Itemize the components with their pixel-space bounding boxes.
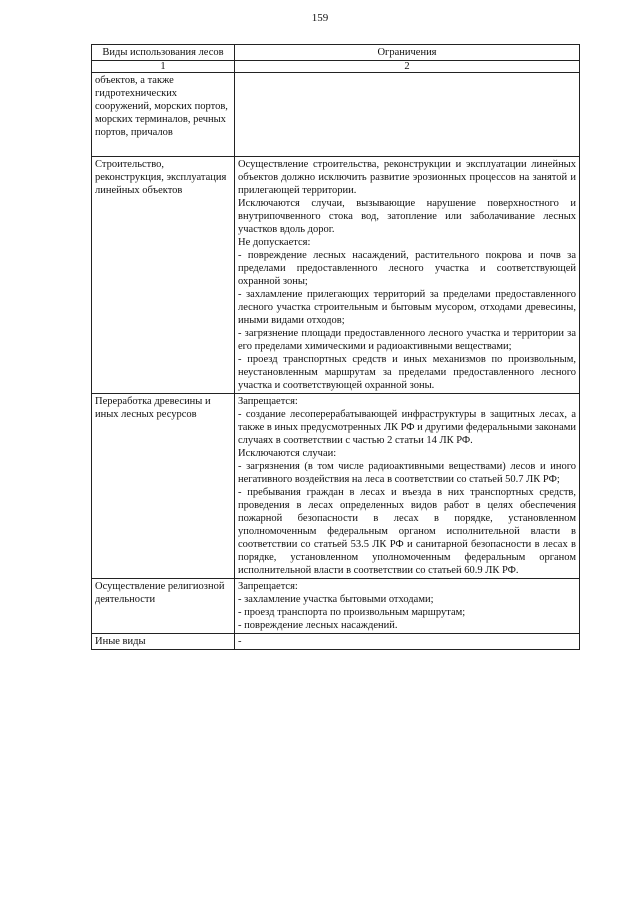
forest-use-type: Строительство, реконструкция, эксплуатация линейных объектов [92, 157, 235, 394]
restriction-line: Осуществление строительства, реконструкции и эксплуатации линейных объектов должно исключить развитие эрозионных процессов на занятой и прилегающей территории. [238, 159, 576, 196]
forest-use-type: Осуществление религиозной деятельности [92, 579, 235, 634]
restriction-text [235, 157, 580, 394]
column-number-row [92, 61, 580, 73]
table-row [92, 579, 580, 634]
restriction-line: - загрязнение площади предоставленного лесного участка и территории за его пределами химическими и радиоактивными веществами; [238, 328, 576, 352]
table-row [92, 73, 580, 157]
restriction-line: - [238, 636, 242, 647]
table-row [92, 394, 580, 579]
table-header-row [92, 45, 580, 61]
table-row [92, 634, 580, 650]
restriction-line: - повреждение лесных насаждений. [238, 620, 398, 631]
forest-use-type: Иные виды [92, 634, 235, 650]
restriction-line: Запрещается: [238, 396, 298, 407]
restriction-line: - захламление прилегающих территорий за пределами предоставленного лесного участка строительным и бытовым мусором, отходами древесины, иными видами отходов; [238, 289, 576, 326]
restriction-line: - захламление участка бытовыми отходами; [238, 594, 434, 605]
restriction-line: - загрязнения (в том числе радиоактивными веществами) лесов и иного негативного воздействия на леса в соответствии со статьей 50.7 ЛК РФ; [238, 461, 576, 485]
restriction-line: Исключаются случаи: [238, 448, 337, 459]
column-number-1: 1 [92, 61, 235, 73]
header-restrictions: Ограничения [235, 45, 580, 61]
restriction-line: - проезд транспорта по произвольным маршрутам; [238, 607, 466, 618]
page-number: 159 [311, 12, 329, 24]
restriction-line: - пребывания граждан в лесах и въезда в них транспортных средств, проведения в лесах определенных видов работ в целях обеспечения пожарной безопасности в лесах в порядке, установленном уполномоченным федеральным органом исполнительной власти в соответствии со статьей 53.5 ЛК РФ и санитарной безопасности в лесах в порядке, установленном уполномоченным федеральным органом исполнительной власти в соответствии со статьей 60.9 ЛК РФ. [238, 487, 576, 576]
restriction-line: - создание лесоперерабатывающей инфраструктуры в защитных лесах, а также в иных предусмотренных ЛК РФ и другими федеральными законами случаях в соответствии с частью 2 статьи 14 ЛК РФ. [238, 409, 577, 446]
restrictions-table [91, 44, 580, 650]
restriction-text [235, 634, 580, 650]
restriction-line: Не допускается: [238, 237, 311, 248]
forest-use-type: Переработка древесины и иных лесных ресурсов [92, 394, 235, 579]
table-row [92, 157, 580, 394]
restriction-text [235, 73, 580, 157]
restriction-text [235, 579, 580, 634]
forest-use-type: объектов, а также гидротехнических сооружений, морских портов, морских терминалов, речных портов, причалов [92, 73, 235, 157]
column-number-2: 2 [235, 61, 580, 73]
restriction-line: Исключаются случаи, вызывающие нарушение поверхностного и внутрипочвенного стока вод, затопление или заболачивание лесных участков вдоль дорог. [238, 198, 576, 235]
restriction-line: Запрещается: [238, 581, 298, 592]
header-forest-use-types: Виды использования лесов [92, 45, 235, 61]
restriction-text [235, 394, 580, 579]
restriction-line: - повреждение лесных насаждений, растительного покрова и почв за пределами предоставленного лесного участка и соответствующей охранной зоны; [238, 250, 576, 287]
restriction-line: - проезд транспортных средств и иных механизмов по произвольным, неустановленным маршрутам за пределами предоставленного лесного участка и соответствующей охранной зоны. [238, 354, 576, 391]
